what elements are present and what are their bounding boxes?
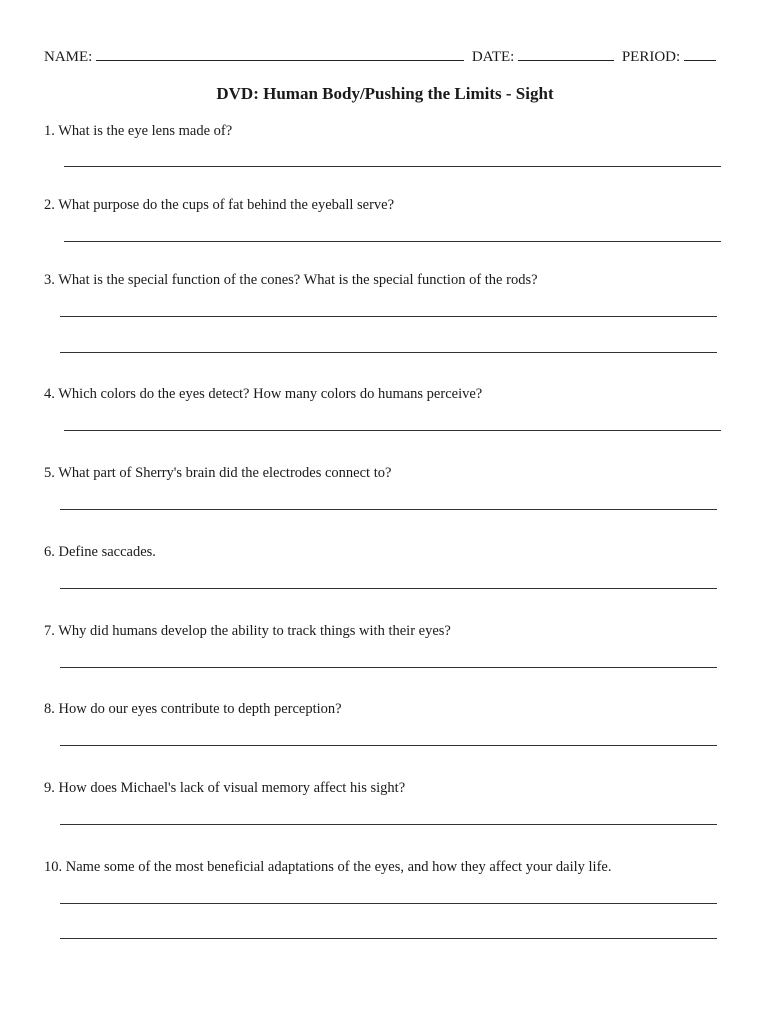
answer-line-7[interactable] bbox=[60, 667, 717, 668]
answer-line-10a[interactable] bbox=[60, 903, 717, 904]
header-row bbox=[44, 46, 724, 67]
answer-line-8[interactable] bbox=[60, 745, 717, 746]
answer-line-5[interactable] bbox=[60, 509, 717, 510]
date-field[interactable] bbox=[518, 46, 614, 61]
date-label: DATE: bbox=[471, 49, 515, 65]
question-8: 8. How do our eyes contribute to depth perception? bbox=[44, 701, 342, 717]
name-label: NAME: bbox=[44, 49, 93, 65]
answer-line-2[interactable] bbox=[64, 241, 721, 242]
answer-line-6[interactable] bbox=[60, 588, 717, 589]
question-7: 7. Why did humans develop the ability to track things with their eyes? bbox=[44, 623, 451, 639]
worksheet-title: DVD: Human Body/Pushing the Limits - Sight bbox=[216, 84, 554, 103]
answer-line-4[interactable] bbox=[64, 430, 721, 431]
period-field[interactable] bbox=[684, 46, 716, 61]
answer-line-10b[interactable] bbox=[60, 938, 717, 939]
question-9: 9. How does Michael's lack of visual memory affect his sight? bbox=[44, 780, 406, 796]
answer-line-1[interactable] bbox=[64, 166, 721, 167]
answer-line-3b[interactable] bbox=[60, 352, 717, 353]
question-6: 6. Define saccades. bbox=[44, 544, 156, 560]
answer-line-3a[interactable] bbox=[60, 316, 717, 317]
question-10: 10. Name some of the most beneficial adaptations of the eyes, and how they affect your daily life. bbox=[44, 859, 612, 875]
period-label: PERIOD: bbox=[621, 49, 681, 65]
answer-line-9[interactable] bbox=[60, 824, 717, 825]
question-5: 5. What part of Sherry's brain did the electrodes connect to? bbox=[44, 465, 392, 481]
question-1: 1. What is the eye lens made of? bbox=[44, 123, 233, 139]
question-3: 3. What is the special function of the cones? What is the special function of the rods? bbox=[44, 272, 538, 288]
question-4: 4. Which colors do the eyes detect? How many colors do humans perceive? bbox=[44, 386, 483, 402]
question-2: 2. What purpose do the cups of fat behind the eyeball serve? bbox=[44, 197, 395, 213]
name-field[interactable] bbox=[96, 46, 464, 61]
